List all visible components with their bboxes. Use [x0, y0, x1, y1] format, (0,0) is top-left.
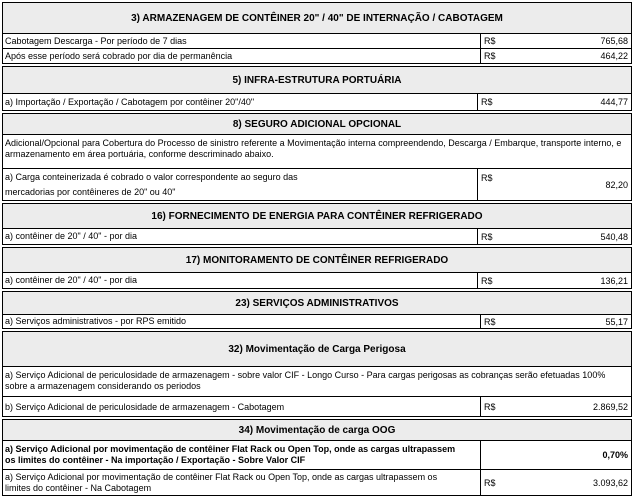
currency-label: R$ — [481, 275, 493, 286]
row-label-line: mercadorias por contêineres de 20" ou 40" — [5, 187, 176, 197]
row-value: 765,68 — [600, 36, 628, 46]
row-value: 464,22 — [600, 51, 628, 61]
currency-label: R$ — [481, 231, 493, 242]
row-label: Cabotagem Descarga - Por período de 7 dias — [5, 35, 187, 46]
table-row — [3, 441, 631, 470]
row-label — [5, 470, 437, 495]
row-label: a) contêiner de 20" / 40" - por dia — [5, 231, 137, 241]
row-label — [5, 441, 455, 469]
section-description: Adicional/Opcional para Cobertura do Processo de sinistro referente a Movimentação interna compreendendo, Descarga / Embarque, transporte interno, e armazenamento em área portuária, conforme descriminado abaixo. — [5, 138, 622, 159]
row-label: Após esse período será cobrado por dia de permanência — [5, 50, 233, 61]
row-label: a) contêiner de 20" / 40" - por dia — [5, 275, 137, 285]
section-title: 17) MONITORAMENTO DE CONTÊINER REFRIGERADO — [3, 248, 631, 273]
table-row — [3, 315, 631, 328]
row-label-line: a) Serviço Adicional por movimentação de contêiner Flat Rack ou Open Top, onde as cargas ultrapassem — [5, 444, 456, 454]
row-value: 55,17 — [605, 316, 628, 327]
section-title: 5) INFRA-ESTRUTURA PORTUÁRIA — [3, 67, 631, 94]
currency-label: R$ — [481, 173, 493, 183]
row-value: 82,20 — [605, 180, 628, 190]
row-value: 444,77 — [600, 97, 628, 107]
currency-label: R$ — [484, 477, 496, 488]
currency-label: R$ — [481, 97, 493, 107]
row-value: 540,48 — [600, 231, 628, 242]
section-title: 23) SERVIÇOS ADMINISTRATIVOS — [3, 292, 631, 315]
section-seguro-adicional — [2, 113, 632, 201]
table-row — [3, 229, 631, 244]
currency-label: R$ — [484, 36, 496, 46]
row-label — [5, 169, 298, 201]
section-title: 8) SEGURO ADICIONAL OPCIONAL — [3, 114, 631, 135]
table-row — [3, 470, 631, 495]
table-row — [3, 396, 631, 417]
row-label-line: limites do contêiner - Na Cabotagem — [5, 482, 152, 493]
section-title: 32) Movimentação de Carga Perigosa — [3, 332, 631, 367]
currency-label — [481, 441, 484, 469]
row-label-line: a) Serviço Adicional por movimentação de contêiner Flat Rack ou Open Top, onde as cargas ultrapassem os — [5, 471, 438, 482]
table-row — [3, 49, 631, 63]
row-value: 0,70% — [602, 450, 628, 460]
section-carga-oog — [2, 419, 632, 496]
section-title: 16) FORNECIMENTO DE ENERGIA PARA CONTÊINER REFRIGERADO — [3, 204, 631, 229]
section-description: a) Serviço Adicional de periculosidade de armazenagem - sobre valor CIF - Longo Curso - Para cargas perigosas as cobranças serão efetuadas 100% sobre a armazenagem considerando os periodos — [5, 370, 606, 391]
row-value: 2.869,52 — [592, 402, 628, 412]
section-carga-perigosa — [2, 331, 632, 417]
currency-label: R$ — [484, 51, 496, 61]
currency-label: R$ — [484, 316, 496, 327]
row-label: b) Serviço Adicional de periculosidade de armazenagem - Cabotagem — [5, 401, 285, 412]
table-row — [3, 168, 631, 201]
table-row — [3, 34, 631, 49]
row-label-line: a) Carga conteinerizada é cobrado o valor correspondente ao seguro das — [5, 172, 298, 182]
row-value: 3.093,62 — [592, 477, 628, 488]
section-servicos-administrativos — [2, 291, 632, 329]
currency-label: R$ — [484, 402, 496, 412]
section-energia-refrigerado — [2, 203, 632, 245]
row-label: a) Serviços administrativos - por RPS emitido — [5, 316, 187, 326]
row-label: a) Importação / Exportação / Cabotagem por contêiner 20"/40" — [5, 96, 255, 107]
row-label-line: os limites do contêiner - Na importação / Exportação - Sobre Valor CIF — [5, 455, 306, 465]
section-monitoramento-refrigerado — [2, 247, 632, 289]
table-row — [3, 94, 631, 110]
section-infra-estrutura — [2, 66, 632, 111]
table-row — [3, 273, 631, 288]
section-armazenagem — [2, 2, 632, 64]
section-title: 3) ARMAZENAGEM DE CONTÊINER 20" / 40" DE INTERNAÇÃO / CABOTAGEM — [3, 3, 631, 34]
row-value: 136,21 — [600, 275, 628, 286]
section-title: 34) Movimentação de carga OOG — [3, 420, 631, 441]
